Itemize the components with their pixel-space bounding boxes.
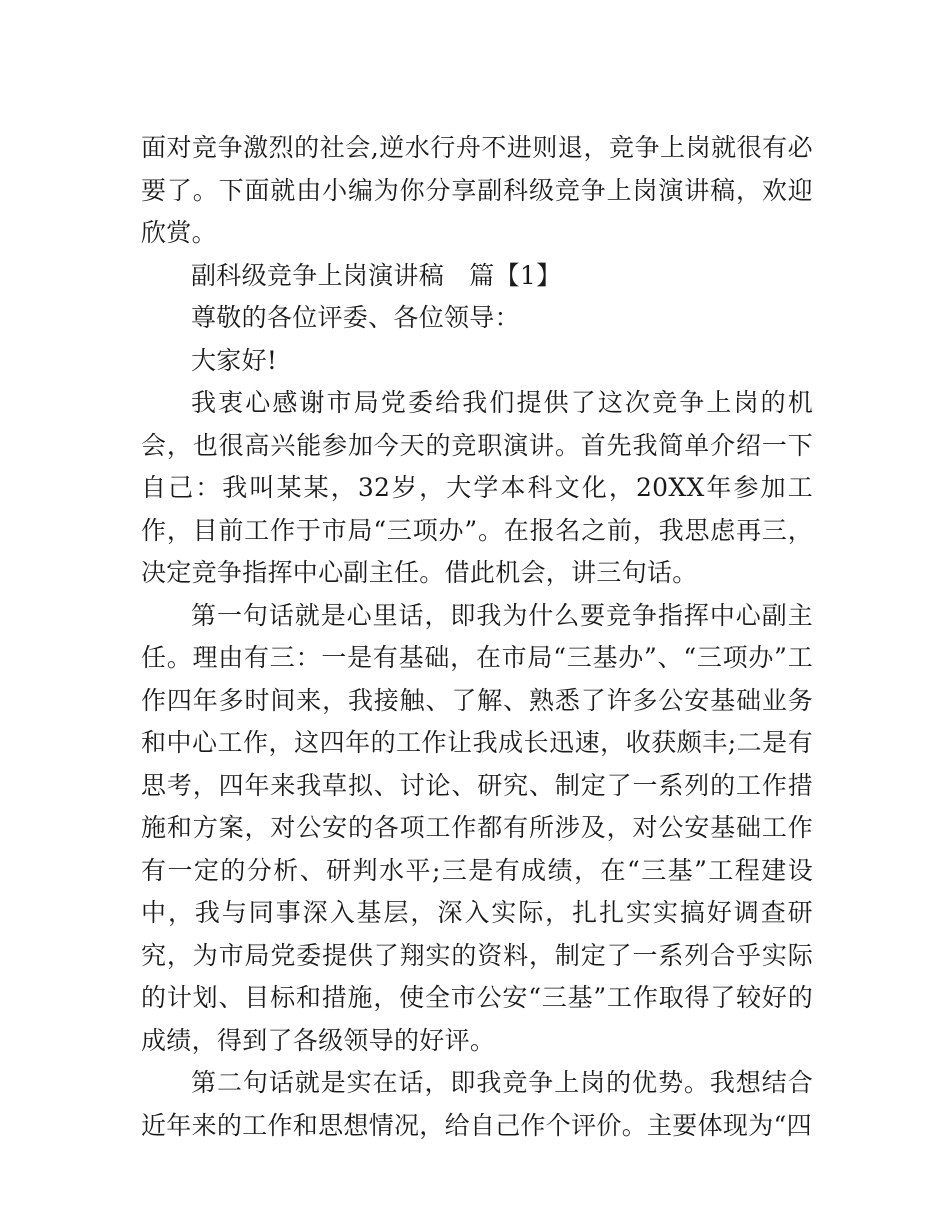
body-paragraph: 我衷心感谢市局党委给我们提供了这次竞争上岗的机会，也很高兴能参加今天的竞职演讲。首先我简单介绍一下自己：我叫某某，32岁，大学本科文化，20XX年参加工作，目前工作于市局“三项办”。在报名之前，我思虑再三，决定竞争指挥中心副主任。借此机会，讲三句话。 — [141, 388, 813, 587]
salutation: 尊敬的各位评委、各位领导： — [191, 303, 520, 332]
document-body — [141, 127, 813, 1147]
body-paragraph: 第二句话就是实在话，即我竞争上岗的优势。我想结合近年来的工作和思想情况，给自己作个评价。主要体现为“四 — [141, 1068, 813, 1140]
greeting: 大家好! — [191, 345, 278, 375]
intro-paragraph: 面对竞争激烈的社会,逆水行舟不进则退，竞争上岗就很有必要了。下面就由小编为你分享副科级竞争上岗演讲稿，欢迎欣赏。 — [141, 133, 813, 247]
section-heading: 副科级竞争上岗演讲稿 篇【1】 — [191, 260, 562, 290]
body-paragraph: 第一句话就是心里话，即我为什么要竞争指挥中心副主任。理由有三：一是有基础，在市局“三基办”、“三项办”工作四年多时间来，我接触、了解、熟悉了许多公安基础业务和中心工作，这四年的工作让我成长迅速，收获颇丰;二是有思考，四年来我草拟、讨论、研究、制定了一系列的工作措施和方案，对公安的各项工作都有所涉及，对公安基础工作有一定的分析、研判水平;三是有成绩，在“三基”工程建设中，我与同事深入基层，深入实际，扎扎实实搞好调查研究，为市局党委提供了翔实的资料，制定了一系列合乎实际的计划、目标和措施，使全市公安“三基”工作取得了较好的成绩，得到了各级领导的好评。 — [141, 600, 813, 1055]
